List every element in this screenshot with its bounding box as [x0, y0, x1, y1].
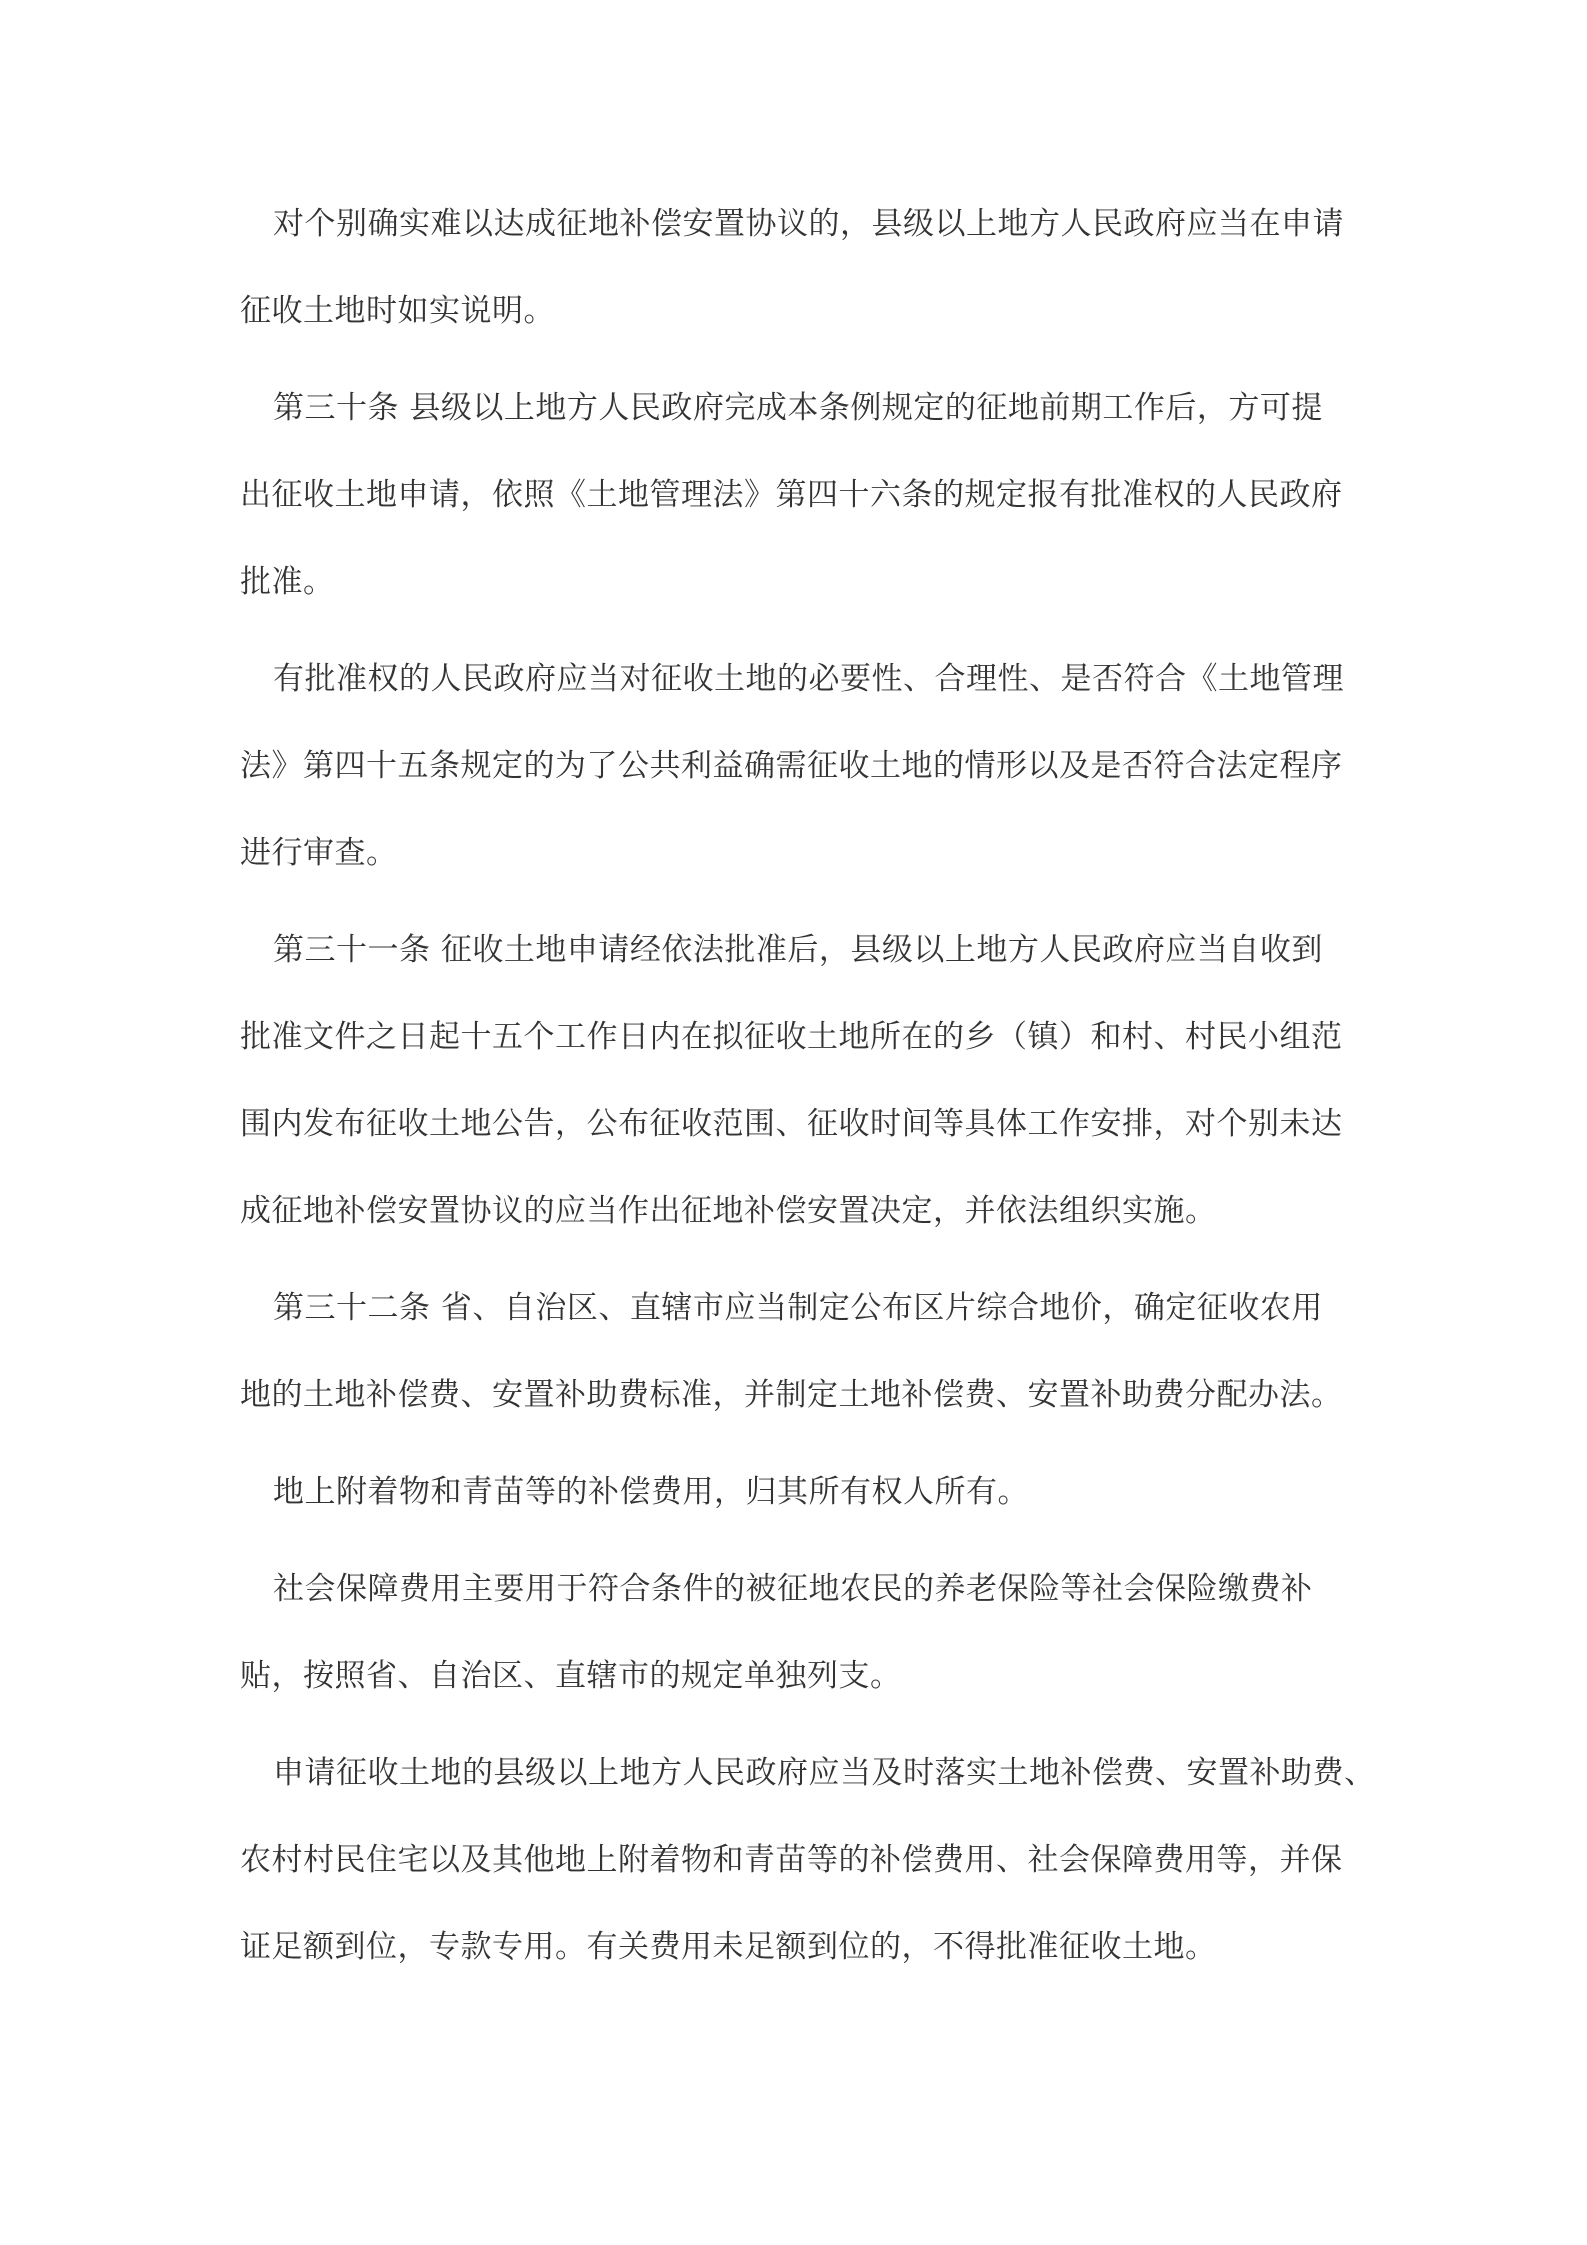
text-line: 贴，按照省、自治区、直辖市的规定单独列支。 — [240, 1658, 902, 1694]
text-line: 成征地补偿安置协议的应当作出征地补偿安置决定，并依法组织实施。 — [240, 1193, 1217, 1229]
text-line: 第三十一条 征收土地申请经依法批准后，县级以上地方人民政府应当自收到 — [273, 932, 1323, 968]
text-line: 有批准权的人民政府应当对征收土地的必要性、合理性、是否符合《土地管理 — [273, 661, 1344, 697]
text-line: 进行审查。 — [240, 835, 398, 871]
text-line: 第三十条 县级以上地方人民政府完成本条例规定的征地前期工作后，方可提 — [273, 390, 1323, 426]
paragraph-article-30 — [240, 384, 1360, 606]
text-line: 证足额到位，专款专用。有关费用未足额到位的，不得批准征收土地。 — [240, 1929, 1217, 1965]
text-line: 批准。 — [240, 564, 335, 600]
paragraph-6 — [240, 1468, 1360, 1516]
paragraph-article-31 — [240, 926, 1360, 1235]
text-line: 地的土地补偿费、安置补助费标准，并制定土地补偿费、安置补助费分配办法。 — [240, 1377, 1343, 1413]
text-line: 围内发布征收土地公告，公布征收范围、征收时间等具体工作安排，对个别未达 — [240, 1106, 1343, 1142]
paragraph-article-32 — [240, 1284, 1360, 1419]
text-line: 对个别确实难以达成征地补偿安置协议的，县级以上地方人民政府应当在申请 — [273, 206, 1344, 242]
text-line: 第三十二条 省、自治区、直辖市应当制定公布区片综合地价，确定征收农用 — [273, 1290, 1323, 1326]
text-line: 出征收土地申请，依照《土地管理法》第四十六条的规定报有批准权的人民政府 — [240, 477, 1343, 513]
text-line: 批准文件之日起十五个工作日内在拟征收土地所在的乡（镇）和村、村民小组范 — [240, 1019, 1343, 1055]
text-line: 征收土地时如实说明。 — [240, 293, 555, 329]
text-line: 地上附着物和青苗等的补偿费用，归其所有权人所有。 — [273, 1474, 1029, 1510]
paragraph-3 — [240, 655, 1360, 877]
paragraph-7 — [240, 1565, 1360, 1700]
text-line: 社会保障费用主要用于符合条件的被征地农民的养老保险等社会保险缴费补 — [273, 1571, 1313, 1607]
paragraph-1 — [240, 200, 1360, 335]
paragraph-8 — [240, 1749, 1376, 1971]
text-line: 申请征收土地的县级以上地方人民政府应当及时落实土地补偿费、安置补助费、 — [273, 1755, 1376, 1791]
text-line: 法》第四十五条规定的为了公共利益确需征收土地的情形以及是否符合法定程序 — [240, 748, 1343, 784]
document-body — [240, 200, 1376, 2020]
text-line: 农村村民住宅以及其他地上附着物和青苗等的补偿费用、社会保障费用等，并保 — [240, 1842, 1343, 1878]
